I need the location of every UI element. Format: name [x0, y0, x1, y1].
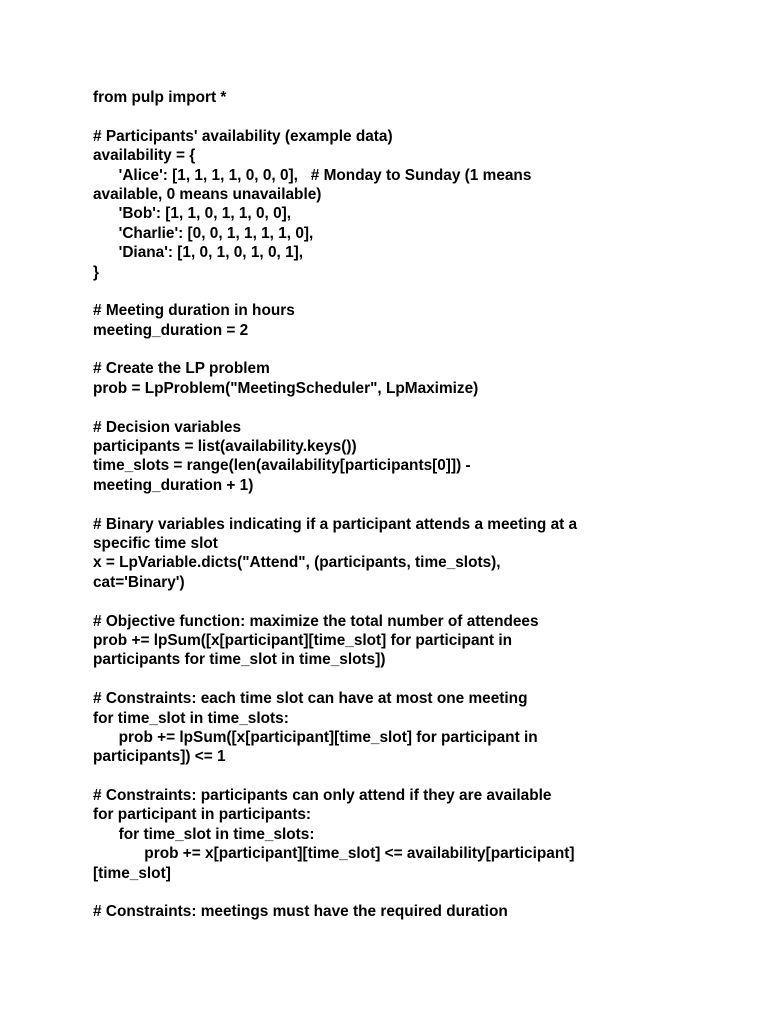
code-line: 'Bob': [1, 1, 0, 1, 1, 0, 0], — [93, 205, 292, 223]
code-line — [93, 282, 733, 301]
code-line: participants = list(availability.keys()) — [93, 438, 357, 456]
code-line — [93, 883, 733, 902]
code-line: # Objective function: maximize the total number of attendees — [93, 612, 539, 630]
code-line: meeting_duration + 1) — [93, 476, 254, 494]
code-line: 'Diana': [1, 0, 1, 0, 1, 0, 1], — [93, 244, 304, 262]
code-line — [93, 107, 733, 126]
code-line: prob += lpSum([x[participant][time_slot] for participant in — [93, 631, 512, 649]
code-line: # Decision variables — [93, 418, 241, 436]
code-line: for time_slot in time_slots: — [93, 825, 315, 843]
code-line — [93, 767, 733, 786]
code-line: # Constraints: meetings must have the required duration — [93, 903, 508, 921]
code-line: x = LpVariable.dicts("Attend", (participants, time_slots), — [93, 554, 501, 572]
code-line: [time_slot] — [93, 864, 171, 882]
code-line: prob = LpProblem("MeetingScheduler", LpMaximize) — [93, 379, 479, 397]
code-line: meeting_duration = 2 — [93, 321, 249, 339]
code-line: # Participants' availability (example data) — [93, 127, 393, 145]
code-line: # Constraints: participants can only attend if they are available — [93, 787, 552, 805]
code-line — [93, 670, 733, 689]
code-line: participants for time_slot in time_slots]) — [93, 651, 386, 669]
code-line: 'Alice': [1, 1, 1, 1, 0, 0, 0], # Monday to Sunday (1 means — [93, 166, 532, 184]
code-line: for time_slot in time_slots: — [93, 709, 289, 727]
code-line: } — [93, 263, 99, 281]
code-line: prob += x[participant][time_slot] <= availability[participant] — [93, 845, 575, 863]
code-line: time_slots = range(len(availability[participants[0]]) - — [93, 457, 471, 475]
code-line — [93, 340, 733, 359]
code-line: cat='Binary') — [93, 573, 185, 591]
code-line: 'Charlie': [0, 0, 1, 1, 1, 1, 0], — [93, 224, 314, 242]
code-line: specific time slot — [93, 534, 218, 552]
code-line — [93, 495, 733, 514]
code-line — [93, 398, 733, 417]
code-line: for participant in participants: — [93, 806, 312, 824]
code-line: # Meeting duration in hours — [93, 302, 295, 320]
code-line: available, 0 means unavailable) — [93, 185, 322, 203]
code-line: # Binary variables indicating if a participant attends a meeting at a — [93, 515, 578, 533]
code-line: prob += lpSum([x[participant][time_slot] for participant in — [93, 728, 538, 746]
code-line: participants]) <= 1 — [93, 748, 226, 766]
code-line: # Create the LP problem — [93, 360, 270, 378]
code-line: availability = { — [93, 147, 196, 165]
code-line: # Constraints: each time slot can have at most one meeting — [93, 690, 528, 708]
code-listing — [93, 88, 733, 922]
code-line: from pulp import * — [93, 89, 227, 106]
code-line — [93, 592, 733, 611]
